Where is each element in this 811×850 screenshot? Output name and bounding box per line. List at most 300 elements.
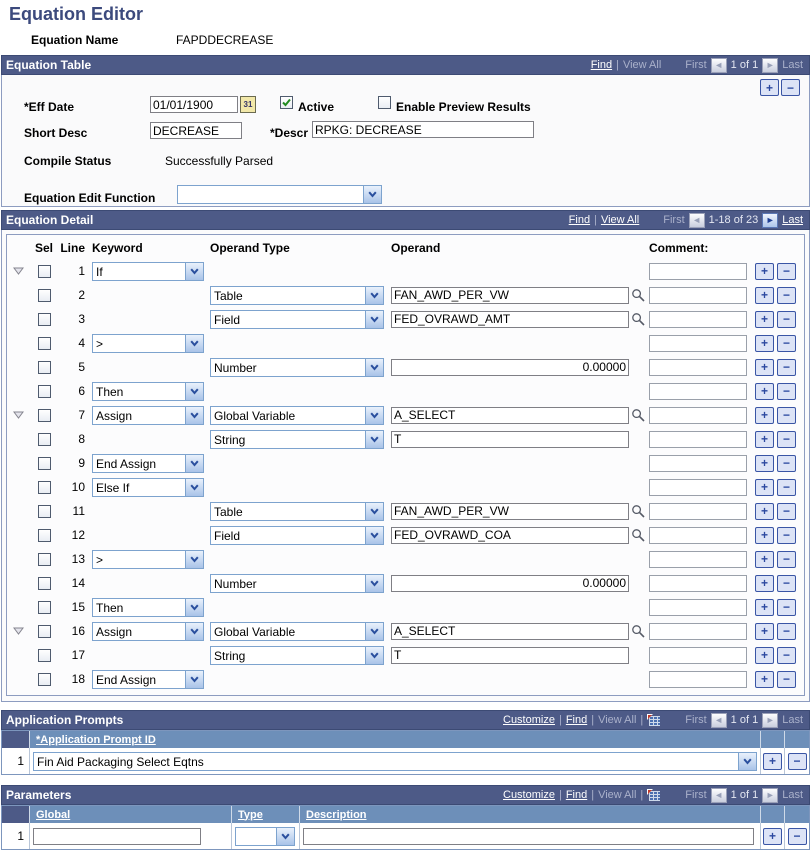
next-page-button: ► [762,58,778,73]
col-keyword: Keyword [92,241,143,255]
magnifier-icon[interactable] [631,528,646,543]
customize-link[interactable]: Customize [503,789,555,801]
delete-row-button[interactable]: − [777,551,796,568]
separator: | [558,714,562,726]
operand-type-select[interactable] [210,502,384,521]
row-number: 1 [2,823,30,849]
operand-input[interactable] [391,407,629,424]
comment-input[interactable] [649,599,747,616]
comment-input[interactable] [649,575,747,592]
find-link[interactable]: Find [565,789,588,801]
view-all-link: View All [598,714,637,726]
selected-value [236,828,276,845]
equation-table-nav [591,58,803,73]
selected-value: Table [214,504,243,519]
type-header[interactable]: Type [238,808,263,821]
col-sel: Sel [34,241,53,255]
customize-link[interactable]: Customize [503,714,555,726]
line-number: 2 [78,288,85,302]
chevron-down-icon [370,532,379,539]
operand-type-select[interactable] [210,406,384,425]
keyword-select[interactable] [92,382,204,401]
delete-row-button[interactable]: − [777,671,796,688]
magnifier-icon[interactable] [631,312,646,327]
delete-row-button[interactable]: − [777,623,796,640]
next-page-button: ► [762,713,778,728]
add-row-button[interactable]: + [755,527,774,544]
global-input[interactable] [33,828,201,845]
view-all-link: View All [598,789,637,801]
page-count: 1 of 1 [730,59,759,71]
dropdown-arrow-button[interactable] [365,575,383,592]
global-header[interactable]: Global [36,808,71,821]
equation-detail-body [1,230,810,702]
delete-row-button[interactable]: − [777,383,796,400]
comment-input[interactable] [649,647,747,664]
delete-row-button[interactable]: − [777,479,796,496]
line-number: 13 [71,552,85,566]
line-number: 11 [72,504,85,518]
select-row-checkbox[interactable] [38,529,51,542]
operand-type-select[interactable] [210,526,384,545]
add-row-button[interactable]: + [755,623,774,640]
detail-row-line-6 [7,379,804,403]
keyword-select[interactable] [92,454,204,473]
line-number: 12 [71,528,85,542]
delete-row-button[interactable]: − [777,527,796,544]
comment-input[interactable] [649,551,747,568]
chevron-down-icon [370,652,379,659]
delete-row-button[interactable]: − [777,311,796,328]
first-label: First [685,714,707,726]
selected-value: If [96,264,103,279]
selected-value: Number [214,360,257,375]
application-prompts-nav [503,713,803,728]
dropdown-arrow-button[interactable] [185,455,203,472]
operand-input[interactable] [391,647,629,664]
parameters-title: Parameters [6,788,72,802]
dropdown-arrow-button[interactable] [365,287,383,304]
operand-input[interactable] [391,431,629,448]
comment-input[interactable] [649,479,747,496]
selected-value: Then [96,384,124,399]
equation-detail-nav [569,213,803,228]
chevron-down-icon [190,388,199,395]
add-row-button[interactable]: + [755,575,774,592]
select-row-checkbox[interactable] [38,673,51,686]
dropdown-arrow-button[interactable] [365,311,383,328]
dropdown-arrow-button[interactable] [185,263,203,280]
dropdown-arrow-button[interactable] [276,828,294,845]
compile-status-value: Successfully Parsed [165,154,274,168]
equation-name-value: FAPDDECREASE [176,33,274,47]
operand-input[interactable] [391,287,629,304]
add-row-button[interactable]: + [755,431,774,448]
dropdown-arrow-button[interactable] [365,503,383,520]
operand-type-select[interactable] [210,646,384,665]
last-link: Last [782,789,803,801]
descr-input[interactable] [312,121,534,138]
next-page-button[interactable]: ► [762,213,778,228]
active-checkbox[interactable] [280,96,293,109]
comment-input[interactable] [649,503,747,520]
equation-table-header-bar [1,55,810,75]
detail-row-line-18 [7,667,804,691]
comment-input[interactable] [649,383,747,400]
equation-name-label: Equation Name [31,33,119,47]
comment-input[interactable] [649,455,747,472]
delete-row-button[interactable]: − [777,359,796,376]
comment-input[interactable] [649,671,747,688]
selected-value: End Assign [96,672,157,687]
add-row-button[interactable]: + [763,753,782,770]
detail-row-line-12 [7,523,804,547]
chevron-down-icon [190,556,199,563]
delete-column-header [785,731,809,748]
operand-type-select[interactable] [210,310,384,329]
add-row-button[interactable]: + [755,335,774,352]
select-row-checkbox[interactable] [38,625,51,638]
chevron-down-icon [190,268,199,275]
add-column-header [761,806,785,823]
parameters-nav [503,788,803,803]
select-row-checkbox[interactable] [38,457,51,470]
page-title: Equation Editor [9,4,143,24]
delete-row-button[interactable]: − [777,407,796,424]
separator: | [591,789,595,801]
operand-type-select[interactable] [210,430,384,449]
selected-value: Then [96,600,124,615]
add-row-button[interactable]: + [755,551,774,568]
first-label: First [685,789,707,801]
dropdown-arrow-button[interactable] [365,623,383,640]
parameter-row [2,823,809,849]
chevron-down-icon [190,340,199,347]
add-row-button[interactable]: + [755,311,774,328]
delete-row-button[interactable]: − [781,79,800,96]
eff-date-label: *Eff Date [24,100,75,114]
add-row-button[interactable]: + [755,383,774,400]
keyword-select[interactable] [92,334,204,353]
select-row-checkbox[interactable] [38,505,51,518]
col-operand-type: Operand Type [210,241,290,255]
page-count: 1-18 of 23 [708,214,759,226]
operand-input[interactable] [391,503,629,520]
add-row-button[interactable]: + [763,828,782,845]
dropdown-arrow-button[interactable] [185,479,203,496]
application-prompts-header-bar [1,710,810,730]
chevron-down-icon [190,460,199,467]
application-prompt-id-header[interactable]: *Application Prompt ID [36,733,156,746]
keyword-select[interactable] [92,598,204,617]
line-number: 6 [78,384,85,398]
dropdown-arrow-button[interactable] [185,599,203,616]
comment-input[interactable] [649,263,747,280]
find-link[interactable]: Find [565,714,588,726]
line-number: 1 [78,264,85,278]
detail-rows [7,259,804,691]
operand-input[interactable] [391,359,629,376]
operand-type-select[interactable] [210,574,384,593]
line-number: 16 [71,624,85,638]
keyword-select[interactable] [92,406,204,425]
short-desc-label: Short Desc [24,126,88,140]
dropdown-arrow-button[interactable] [738,753,756,770]
chevron-down-icon [370,316,379,323]
detail-row-line-11 [7,499,804,523]
download-grid-icon[interactable] [647,789,661,802]
dropdown-arrow-button[interactable] [185,623,203,640]
selected-value: Number [214,576,257,591]
detail-row-line-3 [7,307,804,331]
detail-row-line-17 [7,643,804,667]
dropdown-arrow-button[interactable] [185,671,203,688]
operand-input[interactable] [391,575,629,592]
separator: | [616,59,619,71]
equation-detail-title: Equation Detail [6,213,94,227]
add-row-button[interactable]: + [755,263,774,280]
comment-input[interactable] [649,527,747,544]
select-row-checkbox[interactable] [38,577,51,590]
description-header[interactable]: Description [306,808,367,821]
selected-value: Global Variable [214,408,296,423]
delete-row-button[interactable]: − [777,503,796,520]
page-count: 1 of 1 [730,714,759,726]
selected-value: Assign [96,408,133,423]
delete-row-button[interactable]: − [777,335,796,352]
separator: | [594,214,597,226]
select-row-checkbox[interactable] [38,265,51,278]
chevron-down-icon [190,628,199,635]
chevron-down-icon [743,758,752,765]
detail-row-line-1 [7,259,804,283]
dropdown-arrow-button[interactable] [185,335,203,352]
comment-input[interactable] [649,311,747,328]
line-number: 4 [78,336,85,350]
operand-type-select[interactable] [210,286,384,305]
eff-date-input[interactable] [150,96,238,113]
line-number: 9 [78,456,85,470]
active-label: Active [298,100,335,114]
keyword-select[interactable] [92,670,204,689]
parameters-grid [1,805,810,850]
delete-row-button[interactable]: − [777,647,796,664]
collapse-group-icon[interactable] [13,627,24,635]
first-label: First [663,214,685,226]
calendar-icon[interactable]: 31 [240,96,256,113]
delete-row-button[interactable]: − [788,753,807,770]
equation-table-body [1,75,810,207]
dropdown-arrow-button[interactable] [365,407,383,424]
select-row-checkbox[interactable] [38,649,51,662]
operand-input[interactable] [391,623,629,640]
chevron-down-icon [190,484,199,491]
row-number: 1 [2,748,30,774]
enable-preview-checkbox[interactable] [378,96,391,109]
add-row-button[interactable]: + [755,503,774,520]
add-row-button[interactable]: + [755,455,774,472]
equation-name-row [31,33,810,47]
selected-value: > [96,552,104,567]
comment-input[interactable] [649,431,747,448]
line-number: 18 [71,672,85,686]
select-row-checkbox[interactable] [38,313,51,326]
add-row-button[interactable]: + [755,479,774,496]
add-row-button[interactable]: + [755,599,774,616]
dropdown-arrow-button[interactable] [365,527,383,544]
dropdown-arrow-button[interactable] [365,359,383,376]
select-row-checkbox[interactable] [38,361,51,374]
add-row-button[interactable]: + [755,359,774,376]
keyword-select[interactable] [92,478,204,497]
selected-value: Fin Aid Packaging Select Eqtns [37,754,204,769]
separator: | [640,714,644,726]
selected-value [178,186,363,203]
download-grid-icon[interactable] [647,714,661,727]
line-number: 17 [71,648,85,662]
description-input[interactable] [303,828,754,845]
line-number: 5 [78,360,85,374]
row-number-header [2,806,30,823]
delete-row-button[interactable]: − [777,455,796,472]
operand-type-select[interactable] [210,358,384,377]
prev-page-button: ◄ [711,788,727,803]
keyword-select[interactable] [92,262,204,281]
detail-row-line-4 [7,331,804,355]
chevron-down-icon [281,833,290,840]
chevron-down-icon [370,364,379,371]
magnifier-icon[interactable] [631,288,646,303]
short-desc-input[interactable] [150,122,242,139]
detail-row-line-13 [7,547,804,571]
dropdown-arrow-button[interactable] [185,551,203,568]
row-number-header [2,731,30,748]
delete-row-button[interactable]: − [777,575,796,592]
select-row-checkbox[interactable] [38,385,51,398]
detail-column-headers [7,237,804,259]
delete-row-button[interactable]: − [777,431,796,448]
delete-row-button[interactable]: − [777,263,796,280]
add-row-button[interactable]: + [755,647,774,664]
add-column-header [761,731,785,748]
keyword-select[interactable] [92,622,204,641]
line-number: 8 [78,432,85,446]
chevron-down-icon [370,436,379,443]
magnifier-icon[interactable] [631,504,646,519]
add-row-button[interactable]: + [755,407,774,424]
last-link[interactable]: Last [782,214,803,226]
collapse-group-icon[interactable] [13,267,24,275]
application-prompt-id-select[interactable] [33,752,757,771]
delete-row-button[interactable]: − [777,599,796,616]
selected-value: Field [214,312,241,327]
select-row-checkbox[interactable] [38,409,51,422]
chevron-down-icon [370,292,379,299]
view-all-link[interactable]: View All [600,214,640,226]
add-row-button[interactable]: + [760,79,779,96]
parameters-column-headers [2,806,809,823]
dropdown-arrow-button[interactable] [365,647,383,664]
equation-table-title: Equation Table [6,58,92,72]
selected-value: > [96,336,104,351]
magnifier-icon[interactable] [631,624,646,639]
operand-type-select[interactable] [210,622,384,641]
operand-input[interactable] [391,527,629,544]
chevron-down-icon [190,604,199,611]
select-row-checkbox[interactable] [38,481,51,494]
separator: | [591,714,595,726]
dropdown-arrow-button[interactable] [185,383,203,400]
detail-row-line-9 [7,451,804,475]
equation-edit-function-select[interactable] [177,185,382,204]
select-row-checkbox[interactable] [38,433,51,446]
find-link[interactable]: Find [590,59,613,71]
select-row-checkbox[interactable] [38,289,51,302]
chevron-down-icon [370,412,379,419]
delete-row-button[interactable]: − [777,287,796,304]
last-link: Last [782,59,803,71]
equation-detail-grid [6,234,805,696]
comment-input[interactable] [649,287,747,304]
prev-page-button: ◄ [711,713,727,728]
equation-edit-function-label: Equation Edit Function [24,191,156,205]
prev-page-button: ◄ [689,213,705,228]
application-prompts-column-headers [2,731,809,748]
add-row-button[interactable]: + [755,671,774,688]
selected-value: Global Variable [214,624,296,639]
application-prompts-grid [1,730,810,775]
col-operand: Operand [391,241,441,255]
comment-input[interactable] [649,359,747,376]
detail-row-line-2 [7,283,804,307]
col-line: Line [60,241,85,255]
selected-value: End Assign [96,456,157,471]
dropdown-arrow-button[interactable] [363,186,381,203]
select-row-checkbox[interactable] [38,337,51,350]
prev-page-button: ◄ [711,58,727,73]
magnifier-icon[interactable] [631,408,646,423]
separator: | [558,789,562,801]
dropdown-arrow-button[interactable] [365,431,383,448]
select-row-checkbox[interactable] [38,601,51,614]
operand-input[interactable] [391,311,629,328]
collapse-group-icon[interactable] [13,411,24,419]
add-row-button[interactable]: + [755,287,774,304]
selected-value: String [214,648,246,663]
next-page-button: ► [762,788,778,803]
checkmark-icon [281,97,292,108]
select-row-checkbox[interactable] [38,553,51,566]
selected-value: Else If [96,480,130,495]
keyword-select[interactable] [92,550,204,569]
last-link: Last [782,714,803,726]
find-link[interactable]: Find [568,214,591,226]
chevron-down-icon [190,412,199,419]
comment-input[interactable] [649,623,747,640]
comment-input[interactable] [649,407,747,424]
selected-value: String [214,432,246,447]
delete-column-header [785,806,809,823]
comment-input[interactable] [649,335,747,352]
dropdown-arrow-button[interactable] [185,407,203,424]
equation-detail-header-bar [1,210,810,230]
line-number: 14 [71,576,85,590]
application-prompt-row [2,748,809,774]
selected-value: Table [214,288,243,303]
enable-preview-label: Enable Preview Results [396,100,531,114]
detail-row-line-15 [7,595,804,619]
delete-row-button[interactable]: − [788,828,807,845]
